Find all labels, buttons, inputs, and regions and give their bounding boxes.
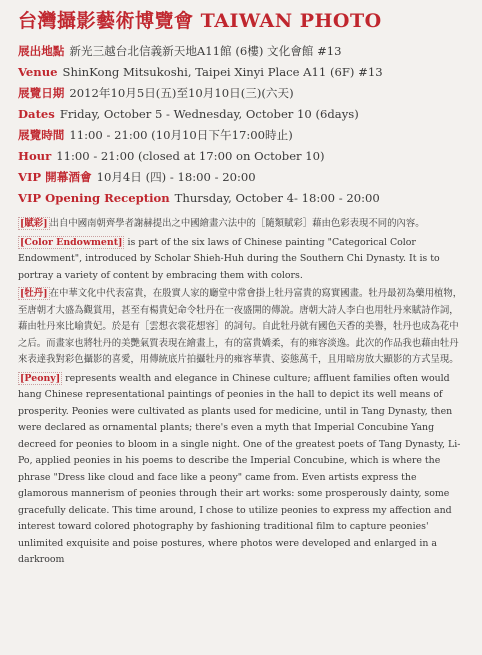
info-value: 10月4日 (四) - 18:00 - 20:00 (96, 170, 256, 184)
paragraph-peony-en (18, 371, 466, 569)
paragraph-text: 在中華文化中代表富貴，在殷實人家的廳堂中常會掛上牡丹富貴的寫實國畫。牡丹最初為藥用植物，至唐朝才大盛為觀賞用，甚至有楊貴妃命令牡丹在一夜盛開的傳說。唐朝大詩人李白也用牡丹來賦詩作詞，藉由牡丹來比喻貴妃。於是有［雲想衣裳花想容］的詞句。自此牡丹就有國色天香的美譽，牡丹也成為花中之后。而畫家也將牡丹的美艷氣質表現在繪畫上，有的富貴嬌柔，有的雍容淡逸。此次的作品我也藉由牡丹來表達我對彩色攝影的喜愛，用傳統底片拍攝牡丹的雍容華貴、姿態萬千，且用暗房放大顯影的方式呈現。 (18, 288, 463, 365)
paragraph-text: 出自中國南朝齊學者謝赫提出之中國繪畫六法中的［隨類賦彩］藉由色彩表現不同的內容。 (49, 218, 425, 229)
info-label: Hour (18, 149, 52, 163)
info-value: Friday, October 5 - Wednesday, October 10 (6days) (59, 107, 359, 121)
paragraph-color-endowment-zh (18, 216, 466, 233)
info-block (18, 41, 466, 209)
info-label: 展出地點 (18, 44, 65, 58)
info-value: ShinKong Mitsukoshi, Taipei Xinyi Place A11 (6F) #13 (62, 65, 383, 79)
paragraph-tag: [Color Endowment] (20, 236, 123, 248)
info-row-hours-zh (18, 125, 466, 146)
info-value: 11:00 - 21:00 (10月10日下午17:00時止) (69, 128, 293, 142)
info-label: 展覽日期 (18, 86, 65, 100)
description-body (18, 216, 466, 569)
paragraph-color-endowment-en (18, 235, 466, 285)
info-label: VIP Opening Reception (18, 191, 170, 205)
info-value: 11:00 - 21:00 (closed at 17:00 on October 10) (56, 149, 325, 163)
info-row-dates-en (18, 104, 466, 125)
page-title: 台灣攝影藝術博覽會 TAIWAN PHOTO (18, 10, 382, 32)
info-label: VIP 開幕酒會 (18, 170, 92, 184)
info-row-venue-en (18, 62, 466, 83)
paragraph-tag: [牡丹] (20, 288, 48, 299)
info-value: 2012年10月5日(五)至10月10日(三)(六天) (69, 86, 294, 100)
paragraph-tag: [賦彩] (20, 218, 48, 229)
paragraph-tag: [Peony] (20, 372, 61, 384)
paragraph-text: is part of the six laws of Chinese painting "Categorical Color Endowment", introduced by Scholar Shieh-Huh during the Southern Chi Dynasty. It is to portray a variety of content by embracing them with colors. (18, 236, 440, 281)
info-row-vip-zh (18, 167, 466, 188)
info-label: Venue (18, 65, 58, 79)
info-row-venue-zh (18, 41, 466, 62)
info-row-hours-en (18, 146, 466, 167)
info-label: 展覽時間 (18, 128, 65, 142)
paragraph-peony-zh (18, 286, 466, 369)
info-row-vip-en (18, 188, 466, 209)
info-value: Thursday, October 4- 18:00 - 20:00 (174, 191, 380, 205)
paragraph-text: represents wealth and elegance in Chinese culture; affluent families often would hang Chinese representational paintings of peonies in the hall to depict its well means of prosperity. Peonies were cultivated as plants used for medicine, until in Tang Dynasty, then were declared as ornamental plants; there's even a myth that Imperial Concubine Yang decreed for peonies to bloom in a single night. One of the greatest poets of Tang Dynasty, Li-Po, applied peonies in his poems to describe the Imperial Concubine, which is where the phrase "Dress like cloud and face like a peony" came from. Even artists express the glamorous mannerism of peonies through their art works: some prosperously dainty, some gracefully delicate. This time around, I chose to utilize peonies to express my affection and interest toward colored photography by fashioning traditional film to capture peonies' unlimited exquisite and poise postures, where photos were developed and enlarged in a darkroom (18, 372, 461, 565)
info-label: Dates (18, 107, 55, 121)
info-row-dates-zh (18, 83, 466, 104)
info-value: 新光三越台北信義新天地A11館 (6樓) 文化會館 #13 (69, 44, 342, 58)
